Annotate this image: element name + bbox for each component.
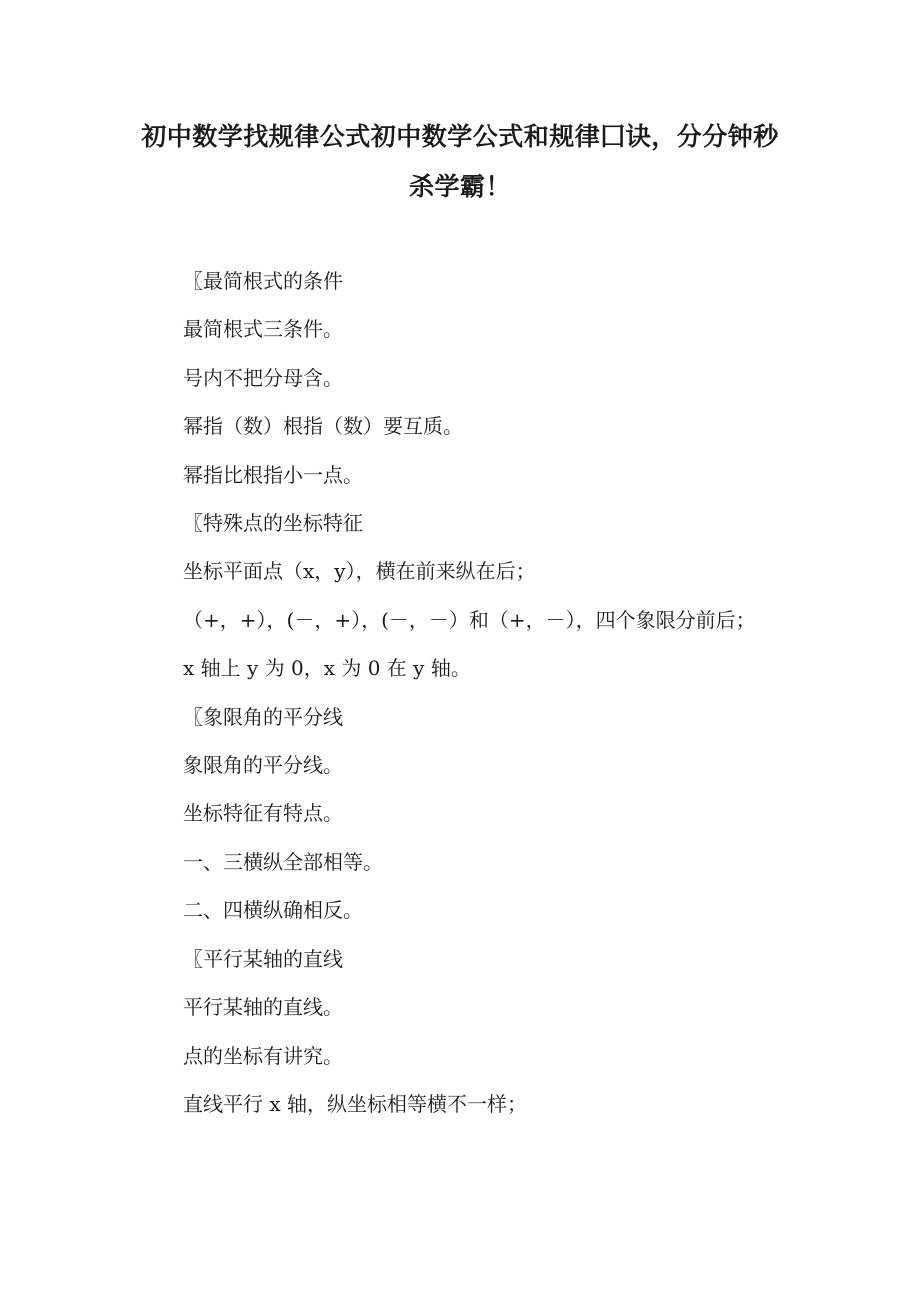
paragraph: 〖象限角的平分线 [183,704,343,729]
paragraph: 幂指比根指小一点。 [183,462,363,487]
paragraph: 〖最简根式的条件 [183,269,343,293]
document-title: 初中数学找规律公式初中数学公式和规律囗诀，分分钟秒杀学霸！ [141,122,779,201]
paragraph: 最简根式三条件。 [183,317,343,342]
paragraph: 〖特殊点的坐标特征 [183,511,363,536]
paragraph: 号内不把分母含。 [183,365,343,390]
paragraph: 点的坐标有讲究。 [183,1043,343,1068]
paragraph: x 轴上 y 为 0，x 为 0 在 y 轴。 [183,656,471,681]
paragraph: 〖平行某轴的直线 [183,946,343,971]
paragraph: 幂指（数）根指（数）要互质。 [183,414,463,439]
document-body [140,257,780,1128]
paragraph: 象限角的平分线。 [183,753,343,778]
paragraph: 平行某轴的直线。 [183,995,343,1020]
paragraph: 直线平行 x 轴，纵坐标相等横不一样； [183,1091,527,1116]
paragraph: 坐标平面点（x，y），横在前来纵在后； [183,559,536,584]
paragraph: 一、三横纵全部相等。 [183,849,383,874]
paragraph: 二、四横纵确相反。 [183,898,363,923]
paragraph: （+，+），(－，+），(－，－）和（+，－），四个象限分前后； [183,607,756,632]
paragraph: 坐标特征有特点。 [183,801,343,826]
